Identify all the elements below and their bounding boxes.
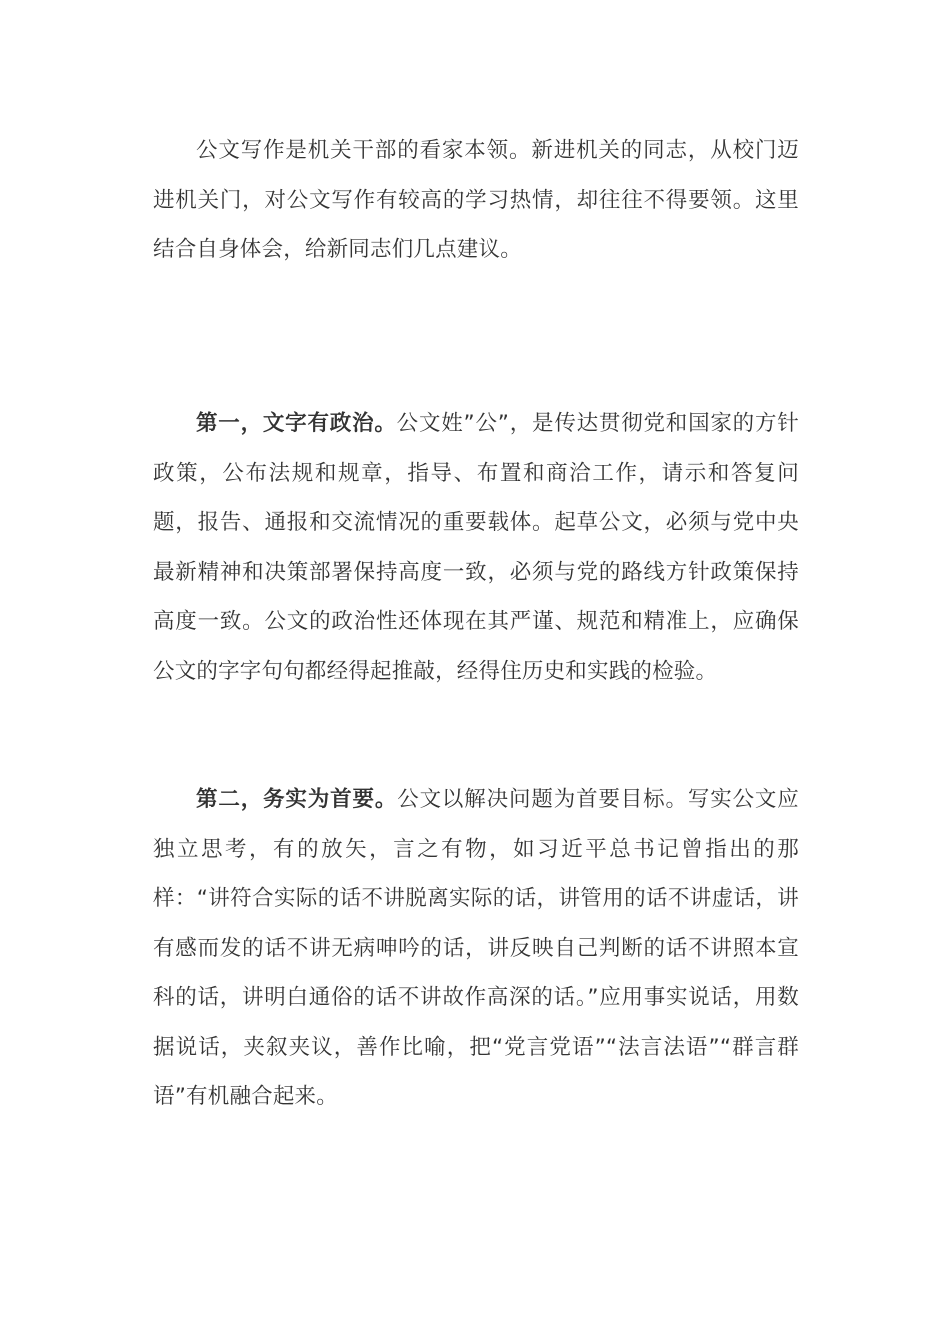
paragraph-text: 公文姓”公”，是传达贯彻党和国家的方针政策，公布法规和规章，指导、布置和商洽工作，请示和答复问题，报告、通报和交流情况的重要载体。起草公文，必须与党中央最新精神和决策部署保持高度一致，必须与党的路线方针政策保持高度一致。公文的政治性还体现在其严谨、规范和精准上，应确保公文的字字句句都经得起推敲，经得住历史和实践的检验。: [153, 411, 799, 684]
intro-paragraph: [153, 126, 799, 275]
point-one-heading: 第一，文字有政治。: [196, 411, 397, 436]
paragraph-text: 公文写作是机关干部的看家本领。新进机关的同志，从校门迈进机关门，对公文写作有较高的学习热情，却往往不得要领。这里结合自身体会，给新同志们几点建议。: [153, 138, 799, 262]
paragraph-text: 公文以解决问题为首要目标。写实公文应独立思考，有的放矢，言之有物，如习近平总书记曾指出的那样：“讲符合实际的话不讲脱离实际的话，讲管用的话不讲虚话，讲有感而发的话不讲无病呻吟的话，讲反映自己判断的话不讲照本宣科的话，讲明白通俗的话不讲故作高深的话。”应用事实说话，用数据说话，夹叙夹议，善作比喻，把“党言党语”“法言法语”“群言群语”有机融合起来。: [153, 787, 799, 1109]
point-one-paragraph: [153, 399, 799, 696]
point-two-heading: 第二，务实为首要。: [196, 787, 398, 812]
point-two-paragraph: [153, 775, 799, 1122]
